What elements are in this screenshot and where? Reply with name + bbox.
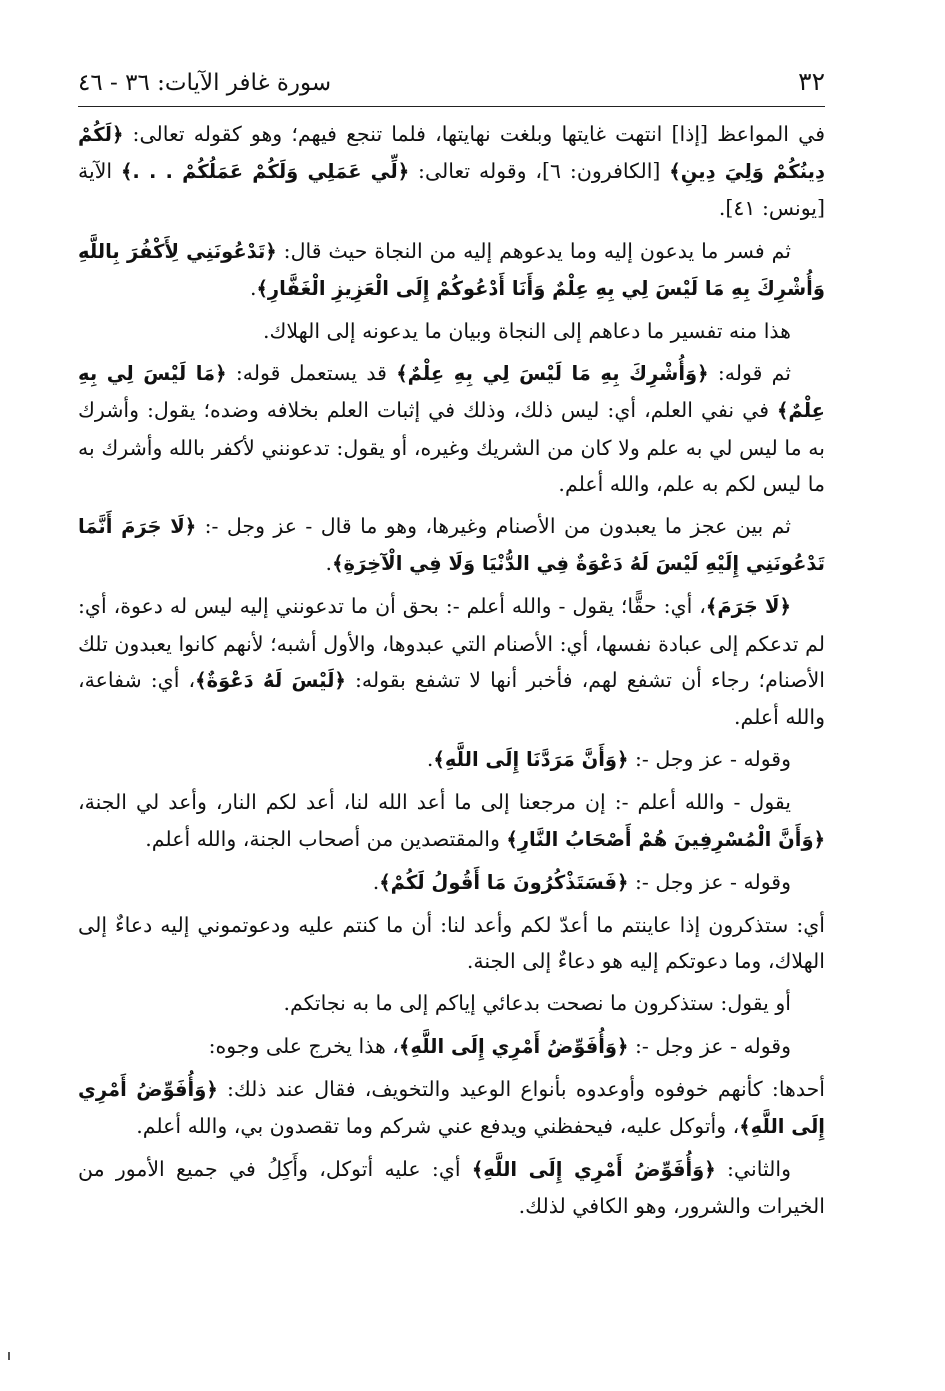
commentary-text: قد يستعمل قوله: — [226, 361, 397, 386]
quran-verse: ﴿وَأَنَّ الْمُسْرِفِينَ هُمْ أَصْحَابُ النَّارِ﴾ — [506, 827, 825, 851]
commentary-text: ثم بين عجز ما يعبدون من الأصنام وغيرها، وهو ما قال - عز وجل -: — [196, 514, 791, 539]
running-title: سورة غافر الآيات: ٣٦ - ٤٦ — [78, 70, 332, 96]
commentary-text: ثم قوله: — [708, 361, 791, 386]
quran-verse: ﴿وَأُفَوِّضُ أَمْرِي إِلَى اللَّهِ﴾ — [398, 1034, 629, 1058]
commentary-text: ، أي: حقًّا؛ يقول - والله أعلم -: بحق أن ما تدعونني إليه ليس له دعوة، أي: لم تدعكم إلى عبادة نفسها، أي: الأصنام التي عبدوها، والأول أشبه؛ لأنهم كانوا يعبدون تلك الأصنام؛ رجاء أن تشفع لهم، فأخبر أنها لا تشفع بقوله: — [78, 594, 825, 692]
quran-verse: ﴿وَأَنَّ مَرَدَّنَا إِلَى اللَّهِ﴾ — [433, 748, 629, 772]
page-header — [78, 56, 825, 96]
commentary-text: أي: عليه أتوكل، وأَكِلُ في جميع الأمور من الخيرات والشرور، وهو الكافي لذلك. — [78, 1157, 825, 1219]
paragraph-p6 — [78, 588, 825, 735]
quran-verse: ﴿مَا لَيْسَ لِي بِهِ عِلْمٌ﴾ — [78, 362, 825, 423]
paragraph-p4 — [78, 355, 825, 502]
header-divider — [78, 106, 825, 107]
commentary-text: . — [372, 869, 380, 894]
commentary-text: أحدها: كأنهم خوفوه وأوعدوه بأنواع الوعيد والتخويف، فقال عند ذلك: — [217, 1076, 825, 1101]
commentary-text: وقوله - عز وجل -: — [628, 869, 791, 894]
paragraph-p1 — [78, 116, 825, 227]
quran-verse: ﴿وَأُفَوِّضُ أَمْرِي إِلَى اللَّهِ﴾ — [471, 1158, 716, 1182]
commentary-text: ، هذا يخرج على وجوه: — [208, 1033, 399, 1058]
paragraph-p10 — [78, 907, 825, 979]
paragraph-p13 — [78, 1071, 825, 1145]
commentary-text: [الكافرون: ٦]، وقوله تعالى: — [409, 159, 670, 184]
commentary-text: هذا منه تفسير ما دعاهم إلى النجاة وبيان ما يدعونه إلى الهلاك. — [263, 319, 791, 344]
commentary-text: أو يقول: ستذكرون ما نصحت بدعائي إياكم إلى ما به نجاتكم. — [283, 991, 791, 1016]
commentary-text: في نفي العلم، أي: ليس ذلك، وذلك في إثبات العلم بخلافه وضده؛ يقول: وأشرك به ما ليس لي به علم ولا كان من الشريك وغيره، أو يقول: تدعونني لأكفر بالله وأشرك به ما ليس لكم به علم، والله أعلم. — [78, 398, 825, 496]
quran-verse: ﴿وَأُشْرِكَ بِهِ مَا لَيْسَ لِي بِهِ عِلْمٌ﴾ — [396, 362, 709, 386]
commentary-body — [78, 116, 825, 1231]
commentary-text: والمقتصدين من أصحاب الجنة، والله أعلم. — [145, 826, 507, 851]
quran-verse: ﴿لِّي عَمَلِي وَلَكُمْ عَمَلُكُمْ . . .﴾ — [120, 160, 410, 184]
commentary-text: ، أي: شفاعة، والله أعلم. — [78, 667, 825, 730]
commentary-text: . — [249, 275, 257, 300]
commentary-text: وقوله - عز وجل -: — [628, 1033, 791, 1058]
paragraph-p12 — [78, 1028, 825, 1065]
commentary-text: . — [426, 747, 434, 772]
commentary-text: وقوله - عز وجل -: — [628, 747, 791, 772]
page-number: ٣٢ — [798, 67, 825, 96]
quran-verse: ﴿وَأُفَوِّضُ أَمْرِي إِلَى اللَّهِ﴾ — [78, 1077, 825, 1139]
quran-verse: ﴿لَا جَرَمَ أَنَّمَا تَدْعُونَنِي إِلَيْهِ لَيْسَ لَهُ دَعْوَةٌ فِي الدُّنْيَا وَلَا فِي الْآخِرَةِ﴾ — [78, 515, 825, 576]
scan-edge-mark — [8, 1352, 10, 1360]
paragraph-p11 — [78, 985, 825, 1021]
paragraph-p8 — [78, 784, 825, 857]
commentary-text: الآية [يونس: ٤١]. — [78, 159, 825, 221]
quran-verse: ﴿تَدْعُونَنِي لِأَكْفُرَ بِاللَّهِ وَأُشْرِكَ بِهِ مَا لَيْسَ لِي بِهِ عِلْمٌ وَأَنَا أَدْعُوكُمْ إِلَى الْعَزِيزِ الْغَفَّارِ﴾ — [78, 239, 825, 300]
paragraph-p5 — [78, 508, 825, 582]
paragraph-p7 — [78, 741, 825, 778]
commentary-text: ثم فسر ما يدعون إليه وما يدعوهم إليه من النجاة حيث قال: — [276, 238, 791, 263]
commentary-text: ، وأتوكل عليه، فيحفظني ويدفع عني شركم وما تقصدون بي، والله أعلم. — [136, 1114, 740, 1139]
commentary-text: في المواعظ [إذا] انتهت غايتها وبلغت نهايتها، فلما تنجع فيهم؛ وهو كقوله تعالى: — [123, 122, 825, 146]
paragraph-p14 — [78, 1151, 825, 1224]
commentary-text: أي: ستذكرون إذا عاينتم ما أعدّ لكم وأعد لنا: أن ما كنتم عليه ودعوتموني إليه دعاءٌ إلى الهلاك، وما دعوتكم إليه هو دعاءٌ إلى الجنة. — [78, 913, 825, 974]
commentary-text: يقول - والله أعلم -: إن مرجعنا إلى ما أعد الله لنا، أعد لكم النار، وأعد لي الجنة، — [78, 790, 791, 815]
quran-verse: ﴿لَيْسَ لَهُ دَعْوَةٌ﴾ — [195, 668, 346, 692]
quran-verse: ﴿لَكُمْ دِينُكُمْ وَلِيَ دِينِ﴾ — [78, 123, 825, 184]
commentary-text: . — [325, 551, 333, 576]
quran-verse: ﴿لَا جَرَمَ﴾ — [705, 595, 791, 619]
paragraph-p2 — [78, 233, 825, 307]
commentary-text: والثاني: — [715, 1157, 791, 1182]
paragraph-p9 — [78, 864, 825, 901]
quran-verse: ﴿فَسَتَذْكُرُونَ مَا أَقُولُ لَكُمْ﴾ — [379, 870, 629, 894]
paragraph-p3 — [78, 313, 825, 349]
